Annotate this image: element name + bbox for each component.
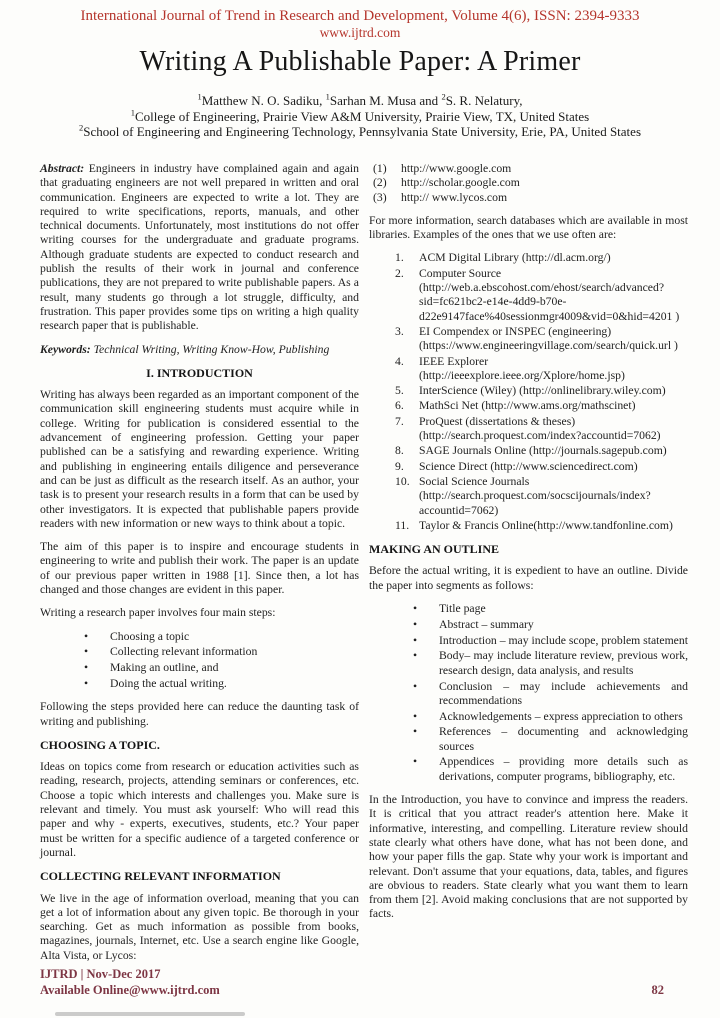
affiliation-superscript: 1: [130, 107, 136, 118]
byline: [0, 93, 720, 140]
item-text: http://www.google.com: [401, 162, 512, 175]
list-item: [395, 251, 688, 265]
bullet-text: Choosing a topic: [110, 629, 190, 643]
paragraph: Abstract: Engineers in industry have complained again and again that graduating engineers are not well prepared in written and oral communication. Engineers are expected to write a lot. They are required to write specifications, reports, manuals, and other technical documents. Unfortunately, most institutions do not offer writing courses for the undergraduate and graduate programs. Although graduate students are expected to conduct research and publish the results of their work in journal and conference publications, they are not prepared to write publishable papers. As a result, many students go through a lot struggle, difficulty, and frustration. This paper provides some tips on writing a high quality research paper that is publishable.: [40, 162, 359, 333]
list-item: [373, 191, 688, 205]
item-text: ACM Digital Library (http://dl.acm.org/): [419, 251, 611, 265]
affiliation-lines: [0, 109, 720, 140]
bullet-icon: •: [413, 679, 418, 693]
list-item: [395, 325, 688, 354]
list-item: [395, 399, 688, 413]
item-text: EI Compendex or INSPEC (engineering) (https://www.engineeringvillage.com/search/quick.url ): [419, 324, 678, 353]
paragraph: Writing a research paper involves four main steps:: [40, 606, 276, 620]
bullet-icon: •: [84, 629, 89, 643]
paragraph: Writing has always been regarded as an important component of the communication skill engineering students must acquire while in college. Writing for publication is considered essential to the advancement of engineering profession. Getting your paper published can be a satisfying and rewarding experience. Writing and publishing in engineering entails diligence and perseverance and can be just as difficult as the research itself. As an author, your task is to present your research results in a form that can be used by other investigators. It is expected that publishable papers provide readers with new information or new ways to think about a topic.: [40, 388, 359, 530]
bullet-text: Doing the actual writing.: [110, 677, 227, 690]
item-number: (2): [373, 176, 387, 190]
item-number: (3): [373, 190, 387, 204]
section-heading: MAKING AN OUTLINE: [369, 542, 500, 557]
bullet-text: Appendices – providing more details such as derivations, computer programs, bibliography, etc.: [439, 755, 688, 783]
author-superscript: 1: [197, 91, 202, 102]
list-item: [395, 444, 688, 458]
bullet-text: Making an outline, and: [110, 661, 219, 675]
item-number: 1.: [395, 251, 404, 265]
item-text: Taylor & Francis Online(http://www.tandfonline.com): [419, 518, 673, 532]
journal-header: [0, 7, 720, 41]
left-column: [40, 162, 359, 972]
item-text: http://scholar.google.com: [401, 176, 520, 190]
item-text: ProQuest (dissertations & theses) (http://search.proquest.com/index?accountid=7062): [419, 414, 661, 443]
bullet-text: Acknowledgements – express appreciation to others: [439, 709, 683, 723]
bullet-text: Abstract – summary: [439, 617, 534, 631]
bullet-item: [84, 661, 359, 675]
bullet-text: Conclusion – may include achievements and recommendations: [439, 679, 688, 707]
list-item: [395, 475, 688, 518]
section-heading: COLLECTING RELEVANT INFORMATION: [40, 869, 281, 884]
bullet-item: [84, 645, 359, 659]
item-number: 11.: [395, 518, 410, 532]
bullet-item: [413, 649, 688, 678]
item-number: 10.: [395, 474, 410, 488]
bullet-icon: •: [413, 755, 418, 769]
footer-left: [40, 967, 220, 998]
paragraph: Before the actual writing, it is expedient to have an outline. Divide the paper into segments as follows:: [369, 564, 688, 592]
item-number: (1): [373, 162, 387, 175]
paragraph: The aim of this paper is to inspire and encourage students in engineering to write and publish their work. The paper is an update of our previous paper written in 1988 [1]. Since then, a lot has changed and those changes are evident in this paper.: [40, 540, 359, 597]
author-superscript: 2: [441, 91, 446, 102]
keywords-line: Keywords: Technical Writing, Writing Know-How, Publishing: [40, 342, 330, 356]
list-item: [395, 415, 688, 444]
item-number: 5.: [395, 384, 404, 398]
paragraph: Following the steps provided here can reduce the daunting task of writing and publishing.: [40, 700, 359, 728]
item-number: 2.: [395, 266, 404, 280]
bullet-text: Title page: [439, 602, 486, 616]
item-number: 3.: [395, 324, 404, 338]
paragraph-lead: Keywords:: [40, 342, 91, 356]
bullet-icon: •: [84, 645, 89, 659]
bullet-icon: •: [413, 617, 418, 631]
bullet-icon: •: [84, 677, 89, 690]
right-column: [369, 162, 688, 972]
item-text: Computer Source (http://web.a.ebscohost.com/ehost/search/advanced?sid=fc621bc2-e14e-4dd9-b70e-d22e9147face%40sessionmgr4009&vid=0&hid=4201 ): [419, 266, 680, 323]
database-list: [369, 251, 688, 533]
item-text: IEEE Explorer (http://ieeexplore.ieee.org/Xplore/home.jsp): [419, 354, 625, 382]
affiliation-superscript: 2: [79, 122, 84, 133]
affiliation-line: $^1$College of Engineering, Prairie View A&M University, Prairie View, TX, United States: [130, 107, 590, 124]
bullet-icon: •: [413, 602, 418, 616]
bullet-text: References – documenting and acknowledging sources: [439, 725, 688, 753]
item-number: 9.: [395, 459, 404, 473]
item-text: http:// www.lycos.com: [401, 190, 508, 204]
paragraph: In the Introduction, you have to convince and impress the readers. It is critical that you attract reader's attention here. Make it informative, interesting, and compelling. Literature review should state clearly what others have done, what has not been done, and how your paper fills the gap. State why your work is important and relevant. Don't assume that your equations, data, tables, and figures are obvious to readers. State clearly what you want them to learn from them [2]. Avoid making conclusions that are not supported by facts.: [369, 793, 688, 921]
bullet-item: [413, 725, 688, 754]
item-number: 4.: [395, 354, 404, 368]
bullet-item: [84, 677, 359, 691]
bullet-text: Body– may include literature review, previous work, research design, data analysis, and results: [439, 649, 688, 677]
footer-availability: Available Online@www.ijtrd.com: [40, 982, 220, 997]
bullet-item: [413, 710, 688, 724]
footer-issue: IJTRD | Nov-Dec 2017: [40, 967, 161, 981]
item-text: InterScience (Wiley) (http://onlinelibrary.wiley.com): [419, 384, 666, 398]
bullet-text: Introduction – may include scope, problem statement: [439, 633, 688, 647]
bullet-icon: •: [413, 649, 418, 663]
bullet-item: [413, 618, 688, 632]
section-heading: CHOOSING A TOPIC.: [40, 737, 160, 752]
bullet-item: [413, 755, 688, 784]
page-footer: [40, 967, 664, 998]
list-item: [373, 176, 688, 190]
item-text: MathSci Net (http://www.ams.org/mathscinet): [419, 399, 636, 413]
journal-title-line: International Journal of Trend in Research and Development, Volume 4(6), ISSN: 2394-9333: [80, 8, 640, 24]
list-item: [395, 267, 688, 324]
bullet-icon: •: [413, 633, 418, 647]
list-item: [373, 162, 688, 176]
bullet-item: [84, 630, 359, 644]
section-heading: I. INTRODUCTION: [146, 365, 253, 380]
paper-title: Writing A Publishable Paper: A Primer: [139, 46, 581, 77]
bullet-item: [413, 680, 688, 709]
item-number: 8.: [395, 444, 404, 458]
bullet-list: [40, 630, 359, 692]
paragraph-lead: Abstract:: [40, 162, 85, 175]
item-text: Social Science Journals (http://search.proquest.com/socscijournals/index?accountid=7062): [419, 474, 651, 517]
list-item: [395, 460, 688, 474]
scan-artifact: [55, 1012, 245, 1016]
item-text: SAGE Journals Online (http://journals.sagepub.com): [419, 444, 667, 458]
list-item: [395, 519, 688, 533]
bullet-icon: •: [413, 709, 418, 723]
page-number: 82: [651, 982, 664, 997]
bullet-icon: •: [413, 725, 418, 739]
bullet-item: [413, 634, 688, 648]
two-column-body: [40, 162, 688, 972]
bullet-list: [369, 602, 688, 784]
author-superscript: 1: [325, 91, 330, 102]
list-item: [395, 355, 688, 384]
journal-website: www.ijtrd.com: [319, 25, 401, 40]
url-list: [369, 162, 688, 205]
item-text: Science Direct (http://www.sciencedirect.com): [419, 459, 638, 473]
bullet-icon: •: [84, 661, 89, 675]
paragraph: Ideas on topics come from research or education activities such as reading, research, projects, attending seminars or conferences, etc. Choose a topic which interests and challenges you. Make sure is relevant and timely. You must ask yourself: Who will read this paper and why - experts, executives, students, etc.? Your paper must be written for a specific audience of a targeted conference or journal.: [40, 760, 359, 859]
list-item: [395, 384, 688, 398]
bullet-item: [413, 602, 688, 616]
item-number: 7.: [395, 414, 404, 428]
bullet-text: Collecting relevant information: [110, 645, 258, 659]
paragraph: We live in the age of information overload, meaning that you can get a lot of information about any given topic. Be thorough in your searching. Get as much information as possible from books, magazines, journals, Internet, etc. Use a search engine like Google, Alta Vista, or Lycos:: [40, 891, 359, 962]
paragraph: For more information, search databases which are available in most libraries. Examples of the ones that we use often are:: [369, 213, 688, 242]
affiliation-line: $^2$School of Engineering and Engineering Technology, Pennsylvania State University, Erie, PA, United States: [79, 122, 641, 140]
author-line: $^1$Matthew N. O. Sadiku, $^1$Sarhan M. Musa and $^2$S. R. Nelatury,: [197, 91, 523, 108]
item-number: 6.: [395, 399, 404, 413]
